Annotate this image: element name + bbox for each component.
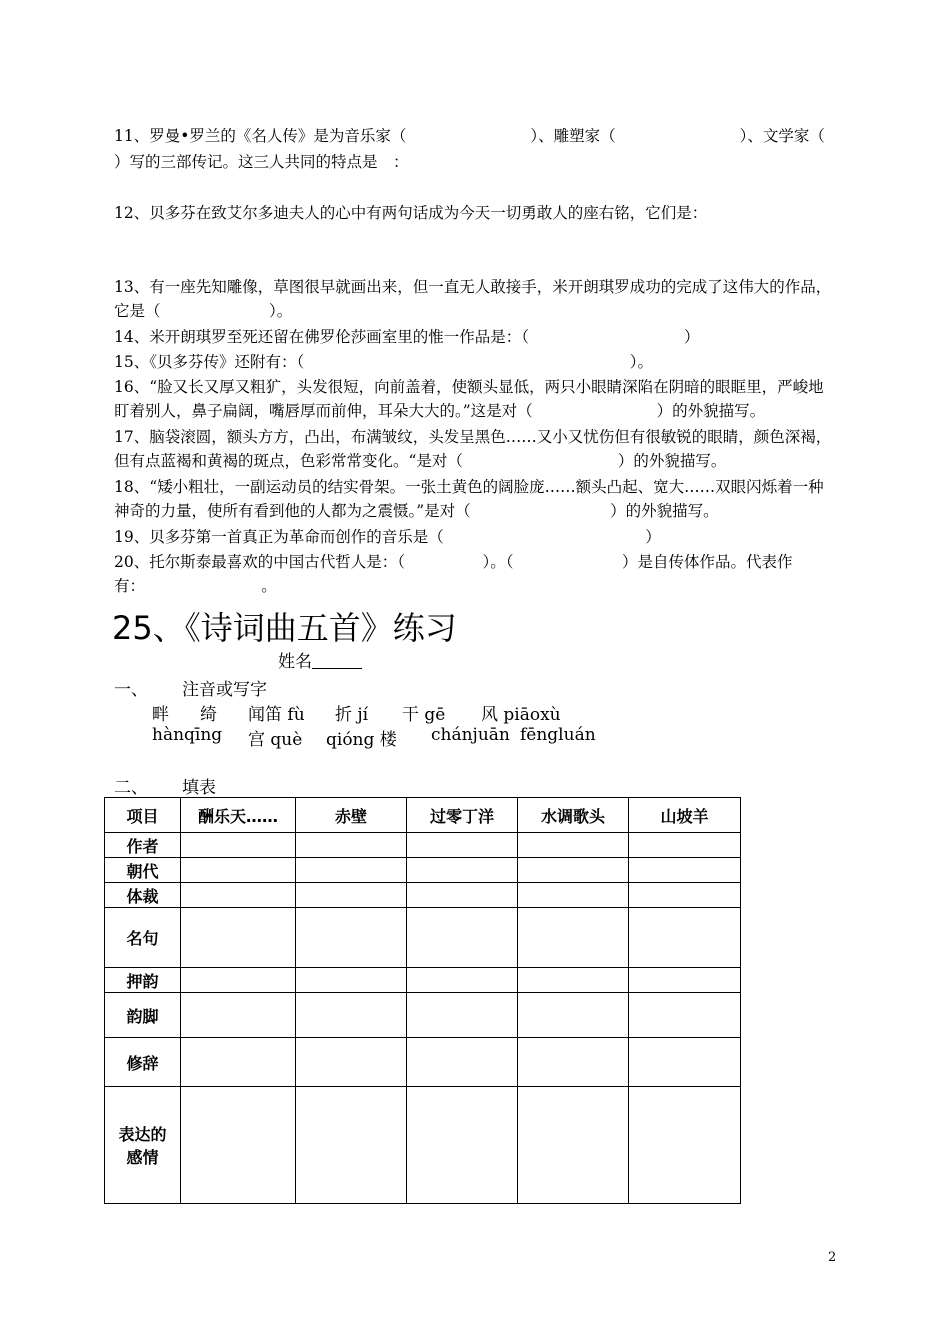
section-1-heading: [114, 675, 267, 700]
row-label: 韵脚: [105, 993, 181, 1038]
answer-cell[interactable]: [181, 1038, 296, 1087]
question-11-line-2: ）写的三部传记。这三人共同的特点是 ：: [114, 153, 409, 171]
question-12: 12、贝多芬在致艾尔多迪夫人的心中有两句话成为今天一切勇敢人的座右铭，它们是：: [114, 204, 708, 222]
answer-cell[interactable]: [629, 883, 741, 908]
answer-cell[interactable]: [296, 1087, 407, 1204]
name-label: 姓名: [278, 652, 312, 672]
section-1-number: 一、: [114, 680, 148, 700]
answer-cell[interactable]: [518, 1087, 629, 1204]
row-label: 作者: [105, 833, 181, 858]
table-row: [105, 883, 741, 908]
answer-cell[interactable]: [181, 968, 296, 993]
table-row: [105, 993, 741, 1038]
answer-cell[interactable]: [407, 993, 518, 1038]
answer-cell[interactable]: [629, 1087, 741, 1204]
pinyin-item: qióng 楼: [326, 730, 397, 750]
table-row: [105, 833, 741, 858]
answer-cell[interactable]: [629, 993, 741, 1038]
pinyin-item: chánjuān: [431, 725, 510, 745]
table-row: [105, 968, 741, 993]
answer-cell[interactable]: [407, 858, 518, 883]
section-1-label: 注音或写字: [182, 680, 267, 700]
answer-cell[interactable]: [629, 833, 741, 858]
table-header-cell: 过零丁洋: [407, 798, 518, 833]
answer-cell[interactable]: [296, 993, 407, 1038]
question-11-line-1: 11、罗曼•罗兰的《名人传》是为音乐家（ ）、雕塑家（ ）、文学家（: [114, 127, 825, 145]
row-label: 体裁: [105, 883, 181, 908]
answer-cell[interactable]: [296, 1038, 407, 1087]
question-17: 17、脑袋滚圆，额头方方，凸出，布满皱纹，头发呈黑色……又小又忧伤但有很敏锐的眼睛，颜色深褐，但有点蓝褐和黄褐的斑点，色彩常常变化。“是对（ ）的外貌描写。: [114, 428, 832, 470]
section-2-number: 二、: [114, 778, 148, 798]
question-18: 18、“矮小粗壮，一副运动员的结实骨架。一张土黄色的阔脸庞……额头凸起、宽大……双眼闪烁着一种神奇的力量，使所有看到他的人都为之震慑。”是对（ ）的外貌描写。: [114, 478, 824, 520]
row-label: 修辞: [105, 1038, 181, 1087]
answer-cell[interactable]: [518, 908, 629, 968]
row-label: 朝代: [105, 858, 181, 883]
answer-cell[interactable]: [296, 833, 407, 858]
pinyin-item: 风 piāoxù: [481, 705, 561, 725]
answer-cell[interactable]: [296, 858, 407, 883]
answer-cell[interactable]: [518, 833, 629, 858]
table-header-row: [105, 798, 741, 833]
table-row: [105, 858, 741, 883]
answer-cell[interactable]: [181, 1087, 296, 1204]
name-field: [278, 647, 362, 672]
table-header-cell: 酬乐天……: [181, 798, 296, 833]
question-20: 20、托尔斯泰最喜欢的中国古代哲人是：（ ）。（ ）是自传体作品。代表作有： 。: [114, 553, 793, 595]
answer-cell[interactable]: [629, 908, 741, 968]
poem-table: [104, 797, 741, 1204]
page-number: 2: [828, 1250, 837, 1265]
answer-cell[interactable]: [518, 883, 629, 908]
name-blank: [312, 652, 362, 669]
answer-cell[interactable]: [407, 883, 518, 908]
table-header-cell: 赤壁: [296, 798, 407, 833]
answer-cell[interactable]: [296, 883, 407, 908]
question-19: 19、贝多芬第一首真正为革命而创作的音乐是（ ）: [114, 528, 661, 546]
answer-cell[interactable]: [518, 858, 629, 883]
answer-cell[interactable]: [407, 908, 518, 968]
row-label: 表达的感情: [105, 1087, 181, 1204]
pinyin-item: 宫 què: [248, 730, 303, 750]
answer-cell[interactable]: [407, 968, 518, 993]
pinyin-item: 闻笛 fù: [248, 705, 305, 725]
answer-cell[interactable]: [181, 993, 296, 1038]
answer-cell[interactable]: [181, 833, 296, 858]
answer-cell[interactable]: [518, 1038, 629, 1087]
pinyin-item: 折 jí: [335, 705, 369, 725]
answer-cell[interactable]: [296, 968, 407, 993]
table-header-cell: 水调歌头: [518, 798, 629, 833]
answer-cell[interactable]: [181, 883, 296, 908]
answer-cell[interactable]: [629, 1038, 741, 1087]
table-row: [105, 1087, 741, 1204]
question-15: 15、《贝多芬传》还附有：（ ）。: [114, 353, 653, 371]
answer-cell[interactable]: [181, 858, 296, 883]
answer-cell[interactable]: [629, 858, 741, 883]
answer-cell[interactable]: [407, 1038, 518, 1087]
answer-cell[interactable]: [518, 993, 629, 1038]
pinyin-item: fēngluán: [520, 725, 596, 745]
question-13: 13、有一座先知雕像，草图很早就画出来，但一直无人敢接手，米开朗琪罗成功的完成了这伟大的作品，它是（ ）。: [114, 278, 832, 320]
answer-cell[interactable]: [296, 908, 407, 968]
answer-cell[interactable]: [407, 833, 518, 858]
answer-cell[interactable]: [407, 1087, 518, 1204]
question-16: 16、“脸又长又厚又粗犷，头发很短，向前盖着，使额头显低，两只小眼睛深陷在阴暗的眼眶里，严峻地盯着别人，鼻子扁阔，嘴唇厚而前伸，耳朵大大的。”这是对（ ）的外貌描写。: [114, 378, 824, 420]
question-14: 14、米开朗琪罗至死还留在佛罗伦莎画室里的惟一作品是：（ ）: [114, 328, 700, 346]
section-2-heading: [114, 773, 216, 798]
answer-cell[interactable]: [518, 968, 629, 993]
row-label: 名句: [105, 908, 181, 968]
pinyin-item: 畔: [152, 705, 169, 725]
table-header-cell: 项目: [105, 798, 181, 833]
table-row: [105, 908, 741, 968]
answer-cell[interactable]: [629, 968, 741, 993]
table-header-cell: 山坡羊: [629, 798, 741, 833]
pinyin-item: 干 gē: [402, 705, 446, 725]
row-label: 押韵: [105, 968, 181, 993]
answer-cell[interactable]: [181, 908, 296, 968]
section-2-label: 填表: [182, 778, 216, 798]
table-row: [105, 1038, 741, 1087]
pinyin-item: 绮: [200, 705, 217, 725]
pinyin-item: hànqīng: [152, 725, 223, 745]
exercise-title: 25、《诗词曲五首》练习: [112, 609, 457, 647]
